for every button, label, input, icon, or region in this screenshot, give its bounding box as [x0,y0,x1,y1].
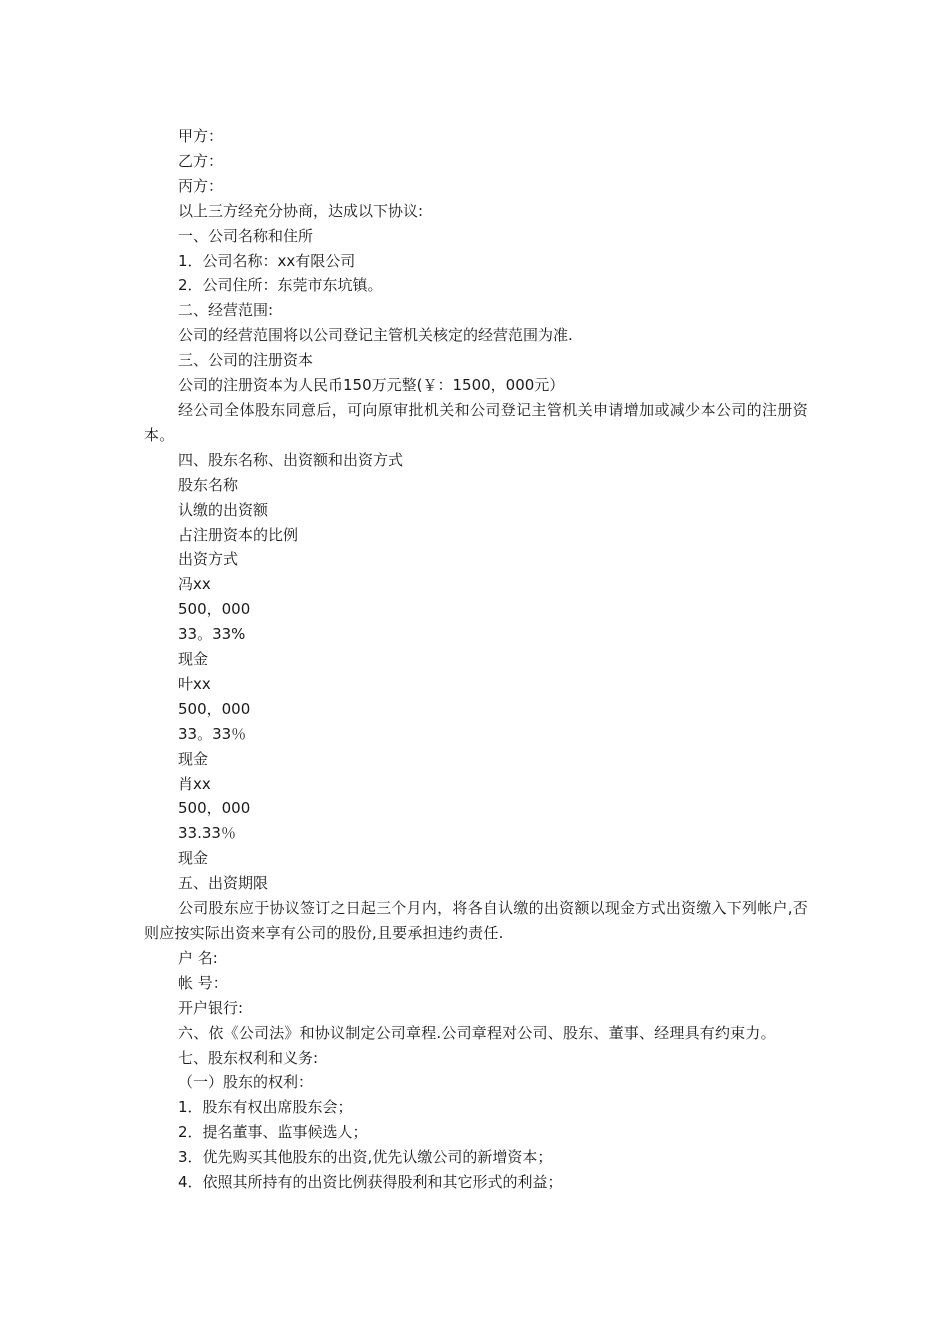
shareholder-1-method: 现金 [178,650,209,669]
section-heading-5: 五、出资期限 [178,874,269,893]
party-b-line: 乙方： [178,151,224,170]
section-heading-1: 一、公司名称和住所 [178,226,314,245]
shareholder-1-ratio: 33。33% [178,625,246,644]
shareholder-3-ratio: 33.33％ [178,824,236,843]
shareholder-2-name: 叶xx [178,674,211,693]
shareholder-3-method: 现金 [178,849,209,868]
shareholder-2-method: 现金 [178,749,209,768]
shareholder-2-ratio: 33。33％ [178,724,247,743]
right-item-4: 4．依照其所持有的出资比例获得股利和其它形式的利益； [178,1173,563,1192]
party-c-line: 丙方： [178,176,224,195]
shareholder-3-amount: 500，000 [178,799,251,818]
section-heading-2: 二、经营范围: [178,301,274,320]
account-number-line: 帐 号： [178,973,228,992]
shareholder-name-header: 股东名称 [178,475,239,494]
subscribed-amount-header: 认缴的出资额 [178,500,269,519]
account-name-line: 户 名: [178,948,218,967]
section-heading-7: 七、股东权利和义务: [178,1048,319,1067]
business-scope-text: 公司的经营范围将以公司登记主管机关核定的经营范围为准. [178,326,573,345]
contribution-method-header: 出资方式 [178,550,239,569]
bank-line: 开户银行: [178,998,244,1017]
right-item-2: 2．提名董事、监事候选人； [178,1123,368,1142]
company-name-item: 1．公司名称：xx有限公司 [178,251,356,270]
document-body [144,124,808,1195]
shareholder-3-name: 肖xx [178,774,211,793]
agreement-intro: 以上三方经充分协商，达成以下协议: [178,201,424,220]
section-6-paragraph: 六、依《公司法》和协议制定公司章程.公司章程对公司、股东、董事、经理具有约束力。 [178,1023,776,1042]
company-address-item: 2．公司住所：东莞市东坑镇。 [178,276,383,295]
shareholder-rights-heading: （一）股东的权利： [178,1073,314,1092]
contribution-deadline-paragraph: 公司股东应于协议签订之日起三个月内，将各自认缴的出资额以现金方式出资缴入下列帐户,否则应按实际出资来享有公司的股份,且要承担违约责任. [144,899,808,942]
shareholder-1-amount: 500，000 [178,600,251,619]
section-heading-4: 四、股东名称、出资额和出资方式 [178,450,404,469]
shareholder-1-name: 冯xx [178,575,211,594]
section-heading-3: 三、公司的注册资本 [178,351,314,370]
shareholder-2-amount: 500，000 [178,699,251,718]
capital-ratio-header: 占注册资本的比例 [178,525,299,544]
right-item-3: 3．优先购买其他股东的出资,优先认缴公司的新增资本； [178,1148,553,1167]
right-item-1: 1．股东有权出席股东会； [178,1098,353,1117]
capital-change-paragraph: 经公司全体股东同意后，可向原审批机关和公司登记主管机关申请增加或减少本公司的注册资本。 [144,400,808,444]
party-a-line: 甲方： [178,127,224,145]
registered-capital-text: 公司的注册资本为人民币150万元整(￥：1500，000元） [178,376,565,395]
